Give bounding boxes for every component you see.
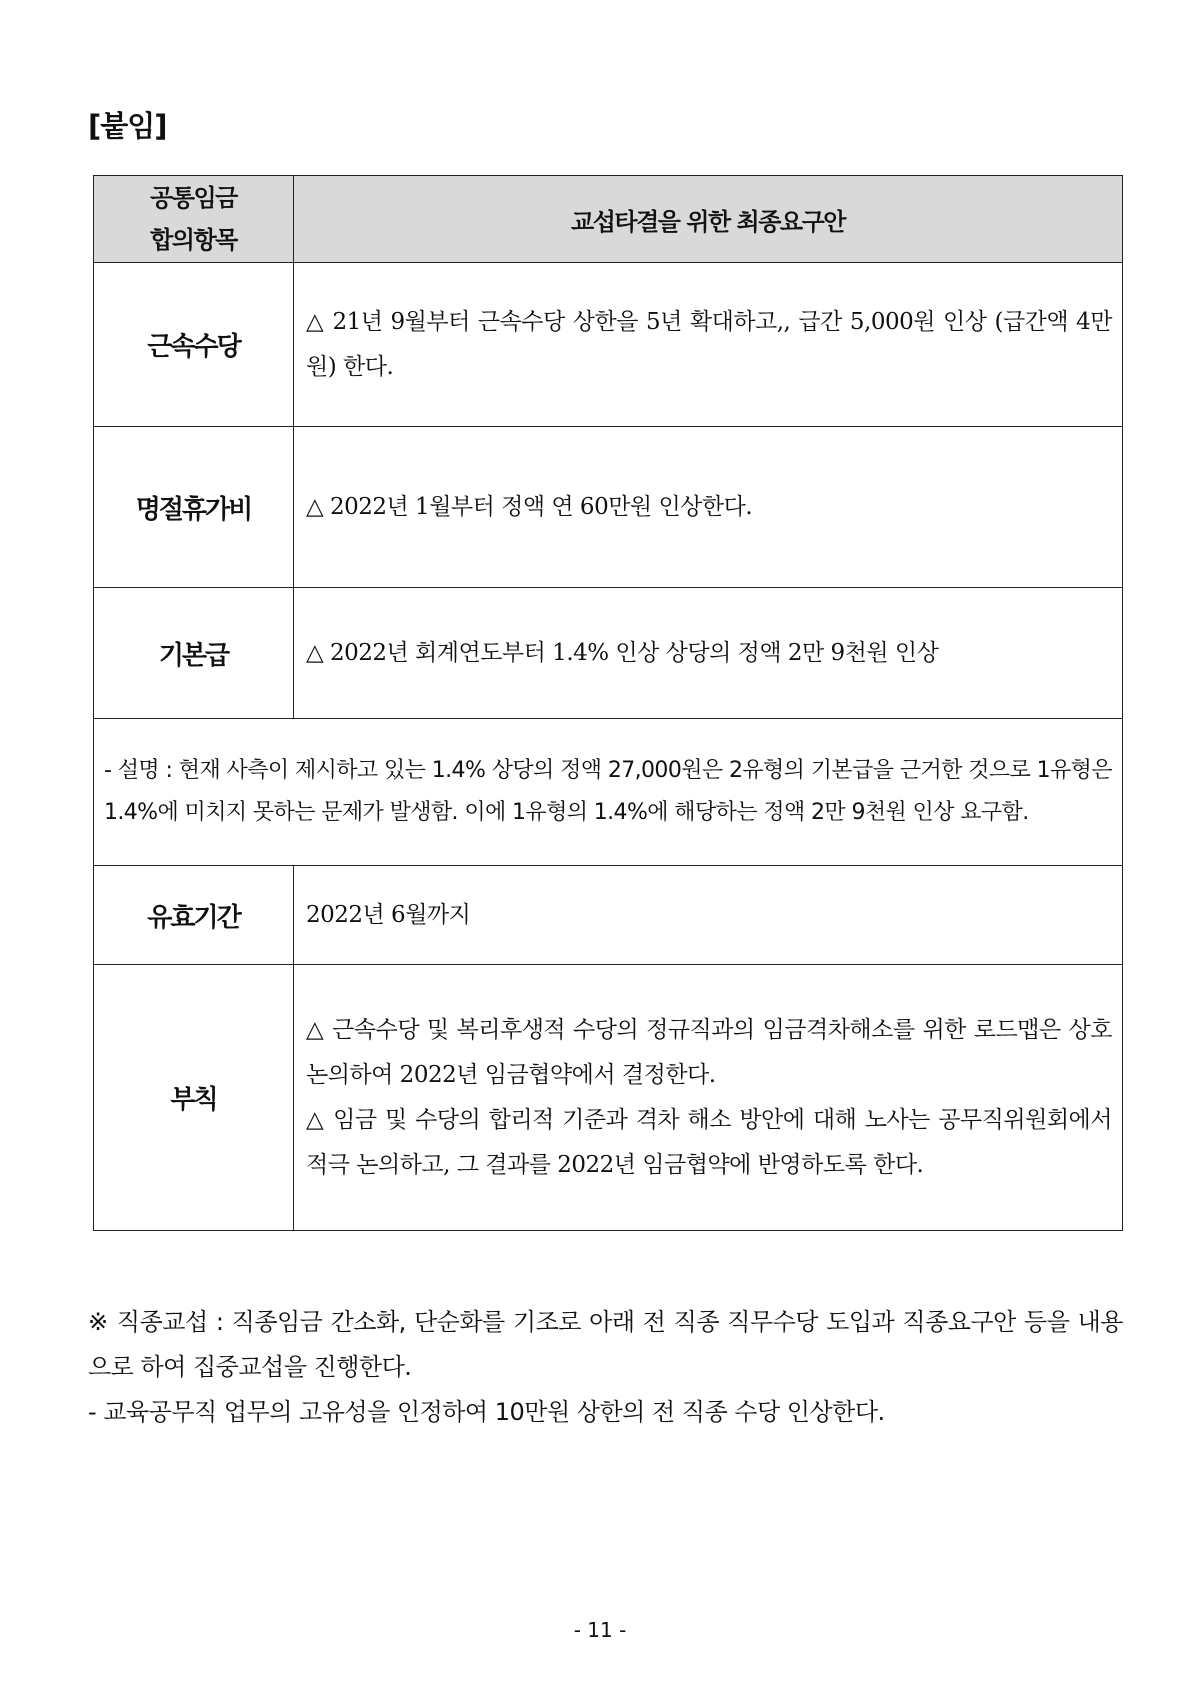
table-row [94, 866, 1123, 965]
supplementary-item-1: △ 근속수당 및 복리후생적 수당의 정규직과의 임금격차해소를 위한 로드맵은 상호 논의하여 2022년 임금협약에서 결정한다. [306, 1016, 1112, 1088]
header-category-cell [94, 176, 294, 263]
row-text-seniority: △ 21년 9월부터 근속수당 상한을 5년 확대하고,, 급간 5,000원 인상 (급간액 4만원) 한다. [294, 263, 1123, 427]
row-text-base-pay: △ 2022년 회계연도부터 1.4% 인상 상당의 정액 2만 9천원 인상 [294, 588, 1123, 719]
table-row [94, 427, 1123, 588]
footer-notes [88, 1300, 1123, 1435]
row-label-supplementary: 부칙 [94, 965, 294, 1231]
row-label-validity: 유효기간 [94, 866, 294, 965]
row-label-seniority: 근속수당 [94, 263, 294, 427]
table-row [94, 588, 1123, 719]
page-number: - 11 - [573, 1618, 627, 1642]
table-note-row [94, 719, 1123, 866]
footer-note-job-bargaining: ※ 직종교섭 : 직종임금 간소화, 단순화를 기조로 아래 전 직종 직무수당 도입과 직종요구안 등을 내용으로 하여 집중교섭을 진행한다. [88, 1308, 1123, 1381]
row-text-validity: 2022년 6월까지 [294, 866, 1123, 965]
row-label-base-pay: 기본급 [94, 588, 294, 719]
attachment-title: [붙임] [88, 109, 167, 143]
table-row [94, 965, 1123, 1231]
table-header-row [94, 176, 1123, 263]
row-text-holiday-bonus: △ 2022년 1월부터 정액 연 60만원 인상한다. [294, 427, 1123, 588]
footer-note-allowance: - 교육공무직 업무의 고유성을 인정하여 10만원 상한의 전 직종 수당 인상한다. [88, 1398, 885, 1426]
header-category-line2: 합의항목 [150, 226, 237, 254]
table-row [94, 263, 1123, 427]
header-demand-cell: 교섭타결을 위한 최종요구안 [294, 176, 1123, 263]
row-label-holiday-bonus: 명절휴가비 [94, 427, 294, 588]
supplementary-item-2: △ 임금 및 수당의 합리적 기준과 격차 해소 방안에 대해 노사는 공무직위원회에서 적극 논의하고, 그 결과를 2022년 임금협약에 반영하도록 한다. [306, 1106, 1112, 1178]
row-text-supplementary [294, 965, 1123, 1231]
final-demand-table [93, 175, 1123, 1231]
explanation-note: - 설명 : 현재 사측이 제시하고 있는 1.4% 상당의 정액 27,000원은 2유형의 기본급을 근거한 것으로 1유형은 1.4%에 미치지 못하는 문제가 발생함. 이에 1유형의 1.4%에 해당하는 정액 2만 9천원 인상 요구함. [94, 719, 1123, 866]
header-category-line1: 공통임금 [150, 184, 237, 212]
